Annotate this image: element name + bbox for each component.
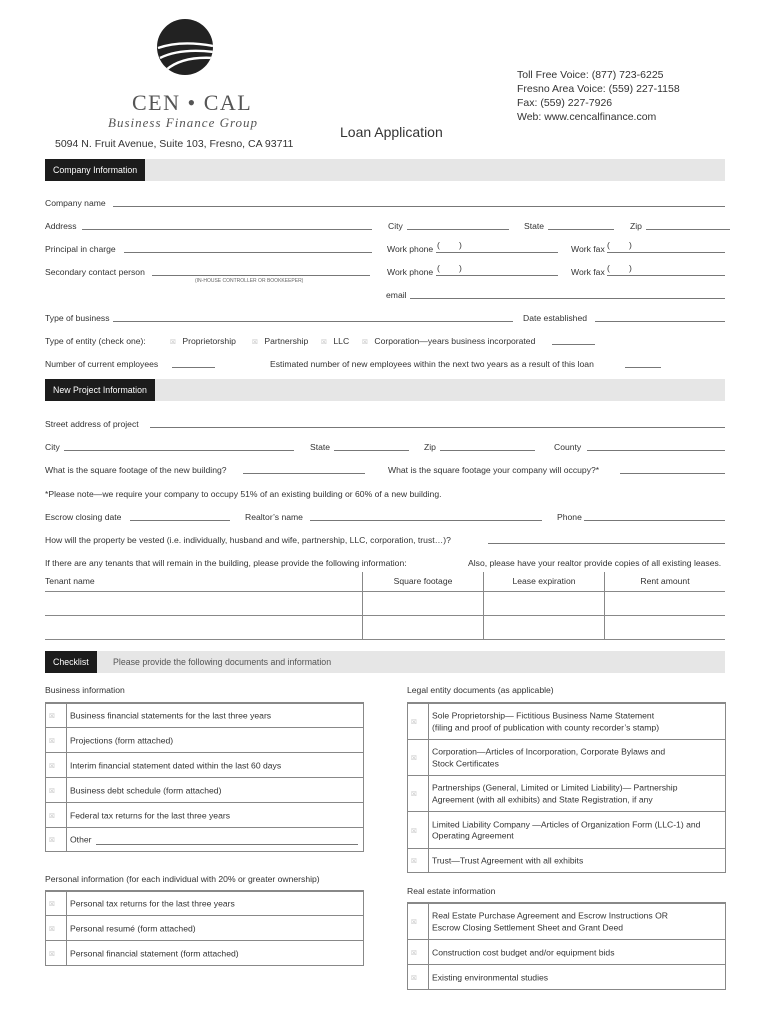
legal-item-partnerships[interactable] (408, 775, 725, 812)
employees-field[interactable] (172, 367, 215, 368)
principal-field[interactable] (124, 252, 372, 253)
real-estate-item-purchase-agreement[interactable] (408, 903, 725, 940)
real-estate-item-line: Construction cost budget and/or equipment bids (432, 946, 615, 957)
checkbox-icon[interactable]: ☒ (411, 791, 417, 798)
real-estate-item-line: Real Estate Purchase Agreement and Escrow Instructions OR (432, 910, 668, 921)
state-field[interactable] (548, 229, 614, 230)
new-employees-field[interactable] (625, 367, 661, 368)
business-item-projections[interactable] (46, 727, 363, 753)
checklist-section-bar (45, 651, 725, 673)
company-section-bar (45, 159, 725, 181)
personal-info-title: Personal information (for each individual with 20% or greater ownership) (45, 874, 320, 884)
realtor-label: Realtor’s name (245, 512, 303, 522)
real-estate-item-environmental[interactable] (408, 964, 725, 990)
checkbox-icon[interactable]: ☒ (49, 901, 55, 908)
work-phone-2-paren-open: ( (437, 263, 440, 273)
square-footage-cell[interactable] (363, 591, 484, 615)
entity-partnership-label: Partnership (264, 336, 309, 346)
checkbox-icon[interactable]: ☒ (49, 925, 55, 933)
lease-expiration-cell[interactable] (484, 591, 605, 615)
checkbox-icon[interactable]: ☒ (49, 762, 55, 770)
square-footage-cell[interactable] (363, 615, 484, 639)
business-item-debt-schedule[interactable] (46, 777, 363, 803)
legal-item-line: Limited Liability Company —Articles of Organization Form (LLC-1) and (432, 819, 701, 829)
work-fax-2-paren-open: ( (607, 263, 610, 273)
checkbox-icon[interactable]: ☒ (321, 339, 327, 346)
personal-item-financial-statement[interactable] (46, 940, 363, 966)
email-field[interactable] (410, 298, 725, 299)
entity-llc-label: LLC (333, 336, 350, 346)
real-estate-title: Real estate information (407, 886, 496, 896)
contact-fax: Fax: (559) 227-7926 (517, 97, 613, 109)
work-phone-paren-close: ) (459, 240, 462, 250)
new-employees-label: Estimated number of new employees within the next two years as a result of this loan (270, 359, 594, 369)
zip-field[interactable] (646, 229, 730, 230)
entity-proprietorship-option[interactable] (170, 336, 236, 346)
legal-docs-list (407, 702, 726, 873)
personal-item-label: Personal financial statement (form attached) (70, 947, 239, 958)
tenants-label: If there are any tenants that will remain in the building, please provide the following information: (45, 558, 407, 568)
legal-item-trust[interactable] (408, 848, 725, 873)
business-item-tax-returns[interactable] (46, 802, 363, 828)
entity-proprietorship-label: Proprietorship (182, 336, 236, 346)
tenant-row[interactable] (45, 591, 725, 615)
work-phone-2-label: Work phone (387, 267, 434, 277)
company-name-label: Company name (45, 198, 106, 208)
checkbox-icon[interactable]: ☒ (411, 949, 417, 957)
date-established-field[interactable] (595, 321, 725, 322)
email-label: email (386, 290, 407, 300)
real-estate-item-line: Escrow Closing Settlement Sheet and Grant Deed (432, 922, 624, 932)
real-estate-list (407, 902, 726, 990)
project-zip-label: Zip (424, 442, 436, 452)
occupancy-note: *Please note—we require your company to occupy 51% of an existing building or 60% of a new building. (45, 489, 442, 499)
project-state-field[interactable] (334, 450, 409, 451)
leases-note: Also, please have your realtor provide copies of all existing leases. (468, 558, 722, 568)
real-estate-item-construction-budget[interactable] (408, 939, 725, 965)
legal-item-line: Agreement (with all exhibits) and State Registration, if any (432, 794, 653, 804)
city-field[interactable] (407, 229, 509, 230)
business-item-label: Business debt schedule (form attached) (70, 784, 222, 795)
type-business-label: Type of business (45, 313, 110, 323)
entity-corporation-label: Corporation—years business incorporated (374, 336, 536, 346)
work-phone-paren-open: ( (437, 240, 440, 250)
personal-item-resume[interactable] (46, 915, 363, 941)
tenant-row[interactable] (45, 615, 725, 639)
address-field[interactable] (82, 229, 372, 230)
county-label: County (554, 442, 582, 452)
date-established-label: Date established (523, 313, 588, 323)
checkbox-icon[interactable]: ☒ (49, 950, 55, 958)
project-city-label: City (45, 442, 60, 452)
sqft-new-label: What is the square footage of the new building? (45, 465, 227, 475)
legal-item-line: Stock Certificates (432, 758, 499, 768)
realtor-phone-field[interactable] (584, 520, 725, 521)
checkbox-icon[interactable]: ☒ (411, 858, 417, 865)
business-item-financials[interactable] (46, 703, 363, 728)
type-entity-label: Type of entity (check one): (45, 336, 146, 346)
secondary-contact-note: (IN-HOUSE CONTROLLER OR BOOKKEEPER) (195, 278, 304, 284)
page-title: Loan Application (340, 124, 443, 140)
other-field[interactable] (96, 844, 358, 845)
secondary-contact-field[interactable] (152, 275, 370, 276)
work-phone-2-paren-close: ) (459, 263, 462, 273)
checkbox-icon[interactable]: ☒ (49, 837, 55, 844)
legal-item-line: Corporation—Articles of Incorporation, Corporate Bylaws and (432, 746, 666, 757)
address-label: Address (45, 221, 77, 231)
tenant-name-cell[interactable] (45, 615, 363, 639)
personal-item-label: Personal tax returns for the last three years (70, 898, 235, 909)
checklist-section-subtitle: Please provide the following documents and information (113, 657, 332, 667)
brand-name: CEN • CAL (132, 90, 253, 115)
header-tenant-name: Tenant name (45, 572, 363, 591)
street-field[interactable] (150, 427, 725, 428)
checkbox-icon[interactable]: ☒ (411, 919, 417, 926)
business-item-label: Business financial statements for the last three years (70, 710, 272, 721)
work-fax-2-label: Work fax (571, 267, 605, 277)
work-phone-label: Work phone (387, 244, 434, 254)
business-item-label: Interim financial statement dated within the last 60 days (70, 759, 282, 770)
realtor-field[interactable] (310, 520, 542, 521)
legal-item-line: (filing and proof of publication with county recorder’s stamp) (432, 722, 660, 732)
legal-item-corporation[interactable] (408, 739, 725, 776)
rent-amount-cell[interactable] (605, 591, 726, 615)
rent-amount-cell[interactable] (605, 615, 726, 639)
legal-item-line: Trust—Trust Agreement with all exhibits (432, 855, 584, 866)
lease-expiration-cell[interactable] (484, 615, 605, 639)
business-item-label: Federal tax returns for the last three years (70, 809, 231, 820)
state-label: State (524, 221, 545, 231)
zip-label: Zip (630, 221, 642, 231)
real-estate-item-line: Existing environmental studies (432, 971, 549, 982)
business-info-title: Business information (45, 685, 125, 695)
legal-item-line: Partnerships (General, Limited or Limited Liability)— Partnership (432, 782, 678, 793)
project-city-field[interactable] (64, 450, 294, 451)
legal-item-line: Operating Agreement (432, 830, 514, 841)
checkbox-icon[interactable]: ☒ (170, 339, 176, 346)
checkbox-icon[interactable]: ☒ (252, 339, 258, 346)
legal-item-llc[interactable] (408, 811, 725, 849)
work-fax-label: Work fax (571, 244, 605, 254)
escrow-field[interactable] (130, 520, 230, 521)
contact-web: Web: www.cencalfinance.com (517, 111, 657, 123)
brand-subtitle: Business Finance Group (108, 115, 259, 130)
project-section-bar (45, 379, 725, 401)
header-rent-amount: Rent amount (605, 572, 726, 591)
years-incorporated-field[interactable] (552, 344, 595, 345)
sqft-occupy-field[interactable] (620, 473, 725, 474)
realtor-phone-label: Phone (557, 512, 582, 522)
entity-partnership-option[interactable] (252, 336, 308, 346)
work-fax-2-paren-close: ) (629, 263, 632, 273)
tenant-table (45, 572, 725, 640)
contact-fresno: Fresno Area Voice: (559) 227-1158 (517, 83, 680, 95)
personal-info-list (45, 890, 364, 966)
type-business-field[interactable] (113, 321, 513, 322)
contact-voice: Toll Free Voice: (877) 723-6225 (517, 69, 664, 81)
checkbox-icon[interactable]: ☒ (49, 787, 55, 795)
company-section-label: Company Information (45, 159, 145, 181)
tenant-name-cell[interactable] (45, 591, 363, 615)
legal-item-line: Sole Proprietorship— Fictitious Business Name Statement (432, 710, 655, 721)
checkbox-icon[interactable]: ☒ (411, 719, 417, 726)
county-field[interactable] (587, 450, 725, 451)
work-fax-field[interactable] (607, 252, 725, 253)
work-fax-2-field[interactable] (607, 275, 725, 276)
legal-docs-title: Legal entity documents (as applicable) (407, 685, 554, 695)
work-fax-paren-close: ) (629, 240, 632, 250)
city-label: City (388, 221, 403, 231)
checklist-section-label: Checklist (45, 651, 97, 673)
business-item-label: Projections (form attached) (70, 734, 174, 745)
escrow-label: Escrow closing date (45, 512, 122, 522)
business-item-other[interactable] (46, 827, 363, 852)
vested-field[interactable] (488, 543, 725, 544)
checkbox-icon[interactable]: ☒ (49, 713, 55, 720)
project-zip-field[interactable] (440, 450, 535, 451)
business-item-label: Other (70, 834, 92, 845)
checkbox-icon[interactable]: ☒ (411, 755, 417, 762)
company-address: 5094 N. Fruit Avenue, Suite 103, Fresno, CA 93711 (55, 138, 294, 150)
project-state-label: State (310, 442, 331, 452)
principal-label: Principal in charge (45, 244, 116, 254)
checkbox-icon[interactable]: ☒ (49, 812, 55, 820)
vested-label: How will the property be vested (i.e. individually, husband and wife, partnership, LLC, corporation, trust…)? (45, 535, 451, 545)
entity-llc-option[interactable] (321, 336, 349, 346)
street-label: Street address of project (45, 419, 139, 429)
personal-item-tax-returns[interactable] (46, 891, 363, 916)
company-name-field[interactable] (113, 206, 725, 207)
work-phone-field[interactable] (436, 252, 558, 253)
header-lease-expiration: Lease expiration (484, 572, 605, 591)
personal-item-label: Personal resumé (form attached) (70, 922, 196, 933)
checkbox-icon[interactable]: ☒ (362, 339, 368, 346)
work-fax-paren-open: ( (607, 240, 610, 250)
header-square-footage: Square footage (363, 572, 484, 591)
secondary-contact-label: Secondary contact person (45, 267, 145, 277)
legal-item-sole-proprietorship[interactable] (408, 703, 725, 740)
sqft-occupy-label: What is the square footage your company will occupy?* (388, 465, 600, 475)
tenant-table-header (45, 572, 725, 591)
business-item-interim[interactable] (46, 752, 363, 778)
checkbox-icon[interactable]: ☒ (411, 974, 417, 982)
checkbox-icon[interactable]: ☒ (411, 827, 417, 835)
work-phone-2-field[interactable] (436, 275, 558, 276)
sqft-new-field[interactable] (243, 473, 365, 474)
employees-label: Number of current employees (45, 359, 159, 369)
company-logo-emblem (156, 18, 214, 76)
business-info-list (45, 702, 364, 852)
entity-corporation-option[interactable] (362, 336, 535, 346)
checkbox-icon[interactable]: ☒ (49, 737, 55, 745)
project-section-label: New Project Information (45, 379, 155, 401)
